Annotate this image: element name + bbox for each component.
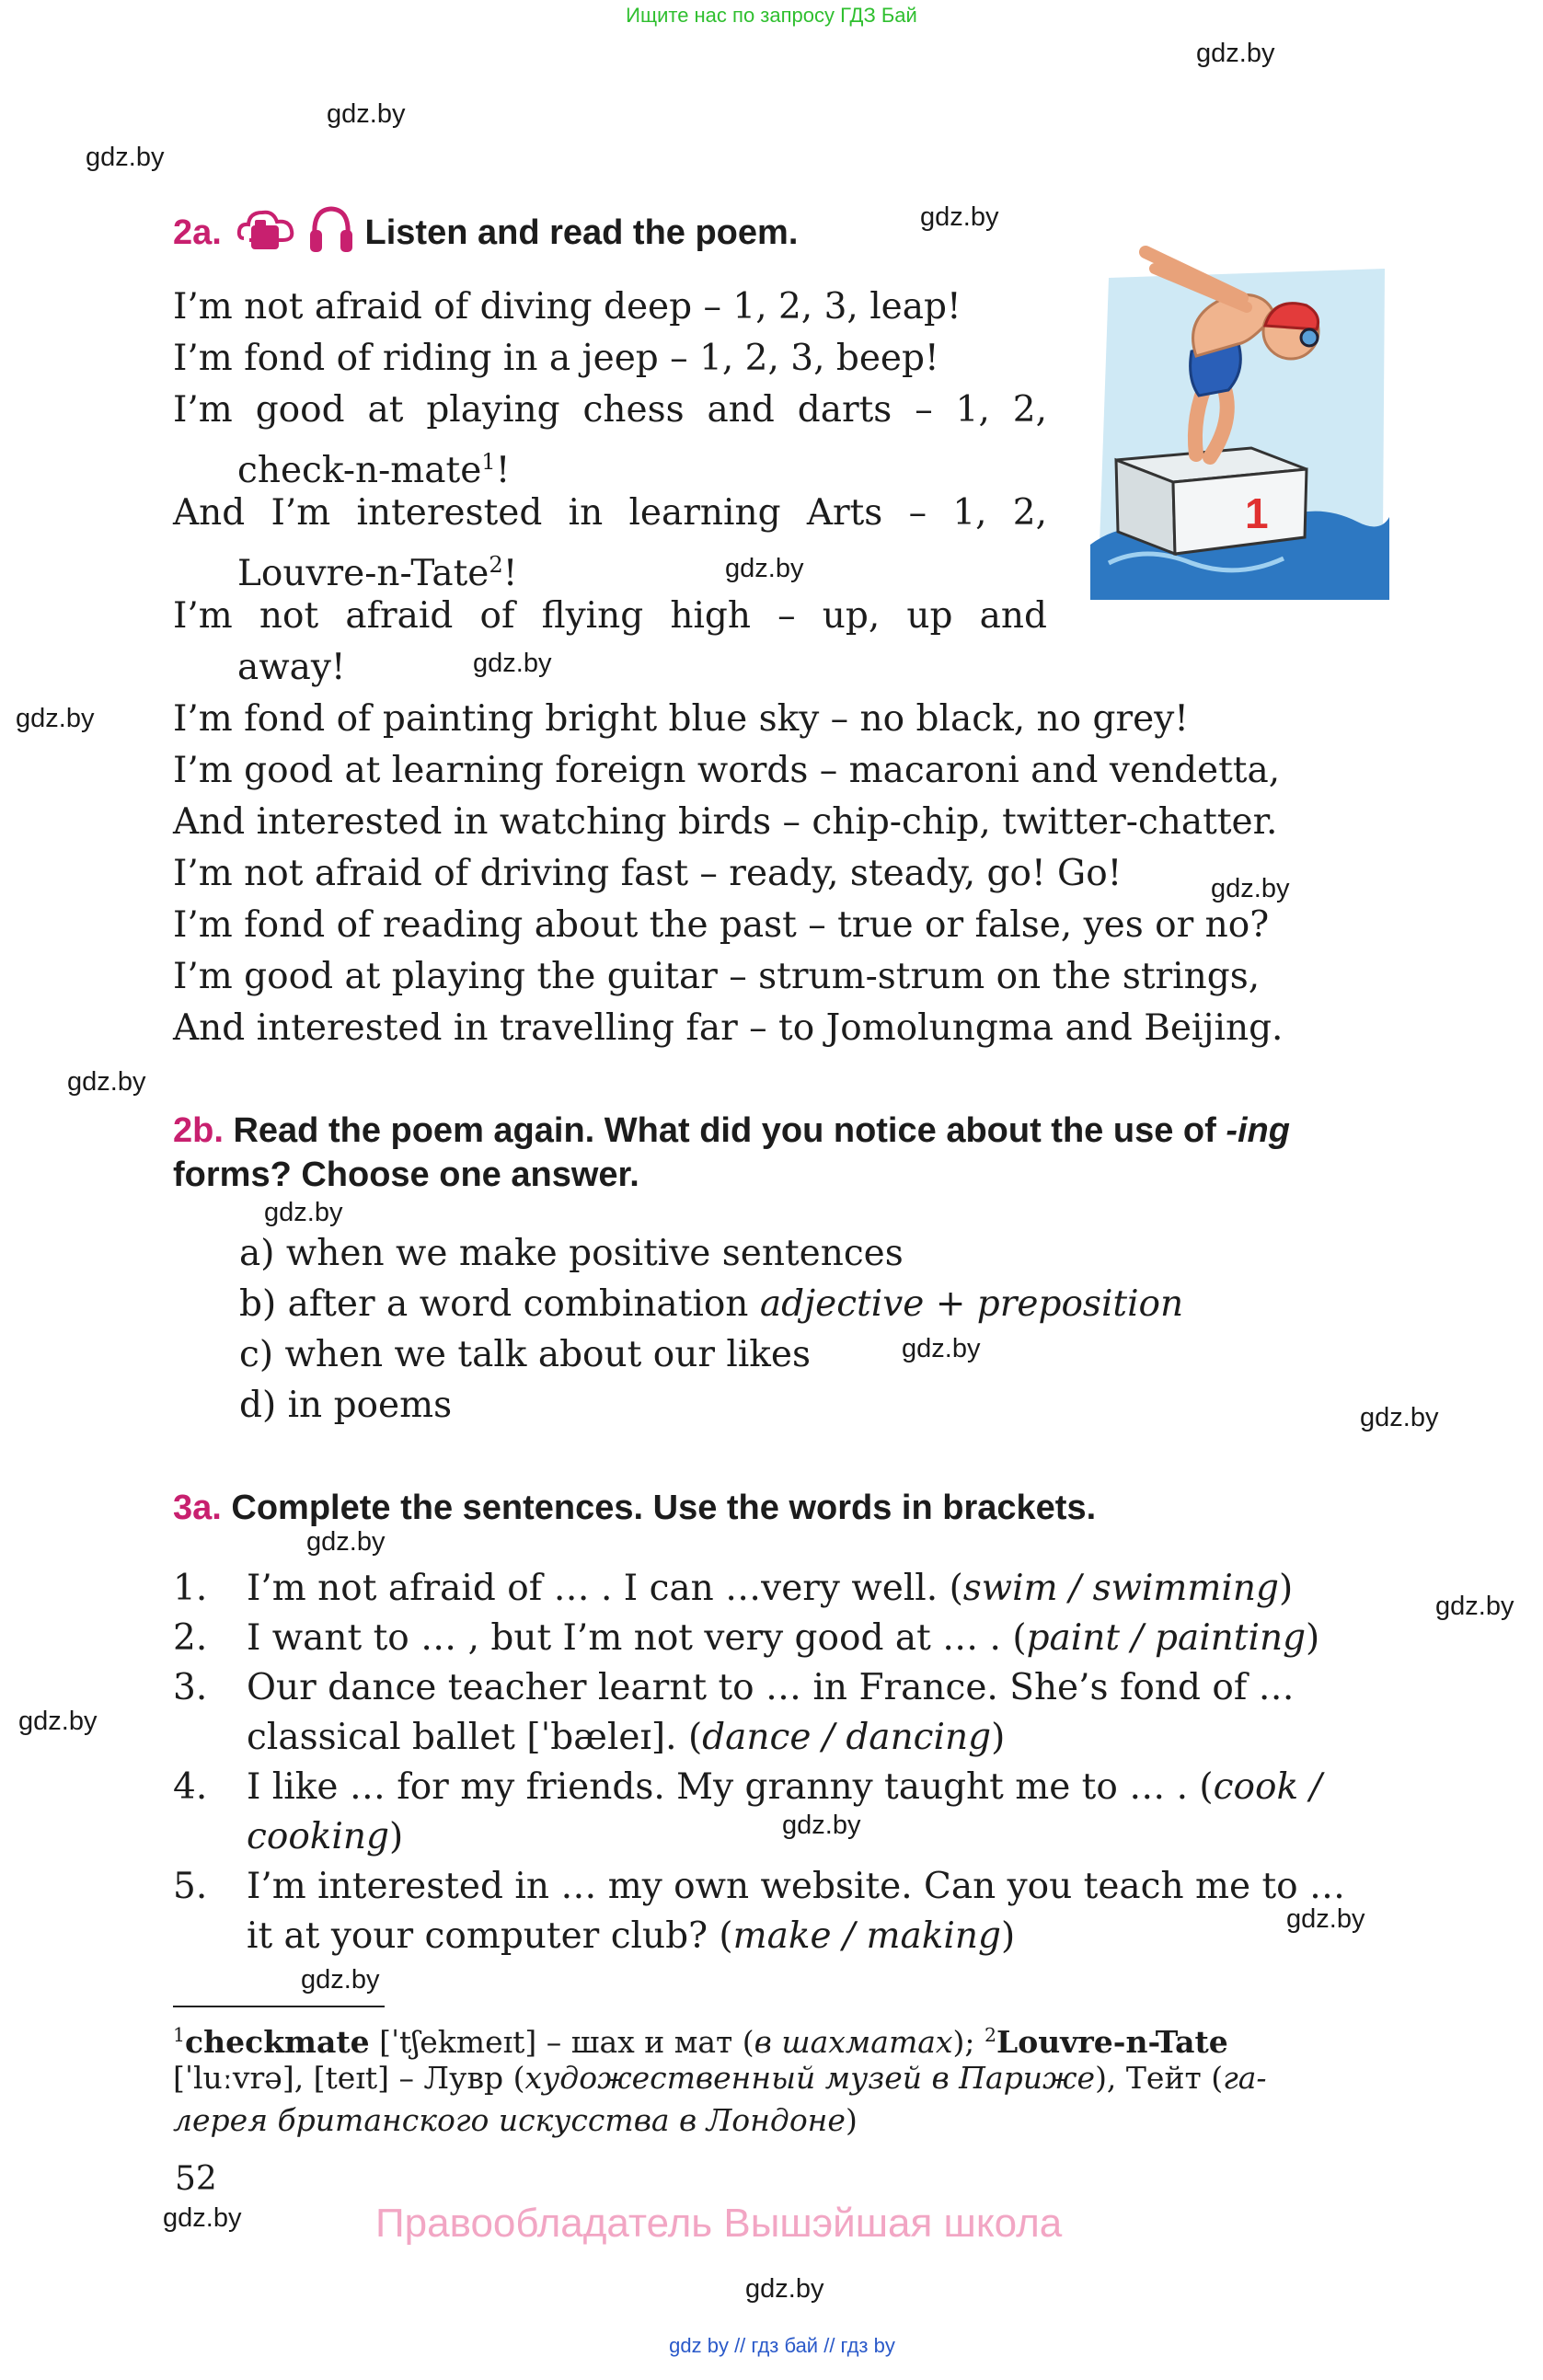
answer-option-b: b) after a word combination adjective + preposition xyxy=(239,1283,1184,1325)
watermark: gdz.by xyxy=(902,1334,981,1363)
exercise-number: 2b. xyxy=(173,1111,224,1150)
bottom-banner-links[interactable]: gdz by // гдз бай // гдз by xyxy=(669,2334,895,2357)
watermark: gdz.by xyxy=(327,99,406,129)
headphones-icon xyxy=(307,204,355,265)
footnote-line: лерея британского искусства в Лондоне) xyxy=(173,2102,858,2138)
footnote-line: $^1$checkmate [ˈtʃekmeɪt] – шах и мат (в шахматах); $^2$Louvre-n-Tate xyxy=(173,2024,1228,2060)
footnote-line: [ˈluːvrə], [teɪt] – Лувр (художественный музей в Париже), Тейт (га- xyxy=(173,2060,1267,2096)
watermark: gdz.by xyxy=(782,1811,861,1840)
poem-line: I’m good at playing chess and darts – 1, 2, xyxy=(173,389,1047,431)
poem-line: Louvre-n-Tate$^2$! xyxy=(237,552,518,594)
swimmer-illustration xyxy=(1090,241,1394,600)
exercise-2a-heading xyxy=(173,204,798,265)
answer-option-d: d) in poems xyxy=(239,1385,453,1426)
poem-line: I’m good at playing the guitar – strum-strum on the strings, xyxy=(173,956,1261,997)
watermark: gdz.by xyxy=(301,1965,380,1995)
exercise-instruction: Complete the sentences. Use the words in brackets. xyxy=(231,1489,1097,1527)
poem-line: I’m fond of riding in a jeep – 1, 2, 3, beep! xyxy=(173,338,939,379)
watermark: gdz.by xyxy=(725,554,804,583)
page-number: 52 xyxy=(175,2160,217,2198)
poem-line: And interested in watching birds – chip-chip, twitter-chatter. xyxy=(173,801,1278,843)
exercise-3a-heading xyxy=(173,1489,1096,1528)
watermark: gdz.by xyxy=(473,649,552,678)
answer-option-a: a) when we make positive sentences xyxy=(239,1233,904,1274)
watermark: gdz.by xyxy=(67,1067,146,1097)
exercise-2b-heading-line2: forms? Choose one answer. xyxy=(173,1156,639,1194)
watermark: gdz.by xyxy=(1196,39,1275,68)
exercise-number: 3a. xyxy=(173,1489,222,1527)
watermark: gdz.by xyxy=(264,1198,343,1227)
exercise-number: 2a. xyxy=(173,213,222,253)
watermark: gdz.by xyxy=(163,2203,242,2233)
poem-line: I’m fond of painting bright blue sky – no black, no grey! xyxy=(173,698,1189,740)
exercise-instruction: Listen and read the poem. xyxy=(364,213,799,253)
watermark: gdz.by xyxy=(1435,1592,1514,1621)
answer-option-c: c) when we talk about our likes xyxy=(239,1334,812,1375)
watermark: gdz.by xyxy=(920,202,999,232)
watermark: gdz.by xyxy=(16,704,95,733)
watermark: gdz.by xyxy=(18,1707,98,1736)
watermark: gdz.by xyxy=(745,2274,824,2304)
footnote-divider xyxy=(173,2006,385,2007)
poem-line: I’m fond of reading about the past – true or false, yes or no? xyxy=(173,904,1270,946)
watermark: gdz.by xyxy=(1286,1904,1365,1934)
exercise-instruction: Read the poem again. What did you notice about the use of xyxy=(233,1111,1226,1150)
copyright-notice: Правообладатель Вышэйшая школа xyxy=(375,2201,1063,2246)
exercise-instruction-italic: -ing xyxy=(1226,1111,1290,1150)
watermark: gdz.by xyxy=(1211,874,1290,903)
poem-line: I’m not afraid of driving fast – ready, steady, go! Go! xyxy=(173,853,1123,894)
poem-line: And I’m interested in learning Arts – 1, 2, xyxy=(173,492,1047,534)
top-banner-link[interactable]: Ищите нас по запросу ГДЗ Бай xyxy=(626,4,917,27)
poem-line: I’m not afraid of flying high – up, up and xyxy=(173,595,1047,637)
poem-line: I’m good at learning foreign words – macaroni and vendetta, xyxy=(173,750,1281,791)
watermark: gdz.by xyxy=(86,143,165,172)
poem-line: away! xyxy=(237,647,346,688)
exercise-2b-heading xyxy=(173,1111,1290,1151)
poem-line: check-n-mate$^1$! xyxy=(237,449,511,491)
poem-line: And interested in travelling far – to Jomolungma and Beijing. xyxy=(173,1007,1284,1049)
cd-icon xyxy=(236,205,297,264)
poem-line: I’m not afraid of diving deep – 1, 2, 3, leap! xyxy=(173,286,961,328)
watermark: gdz.by xyxy=(1360,1403,1439,1432)
watermark: gdz.by xyxy=(306,1527,386,1557)
starting-block-number: 1 xyxy=(1245,489,1269,537)
